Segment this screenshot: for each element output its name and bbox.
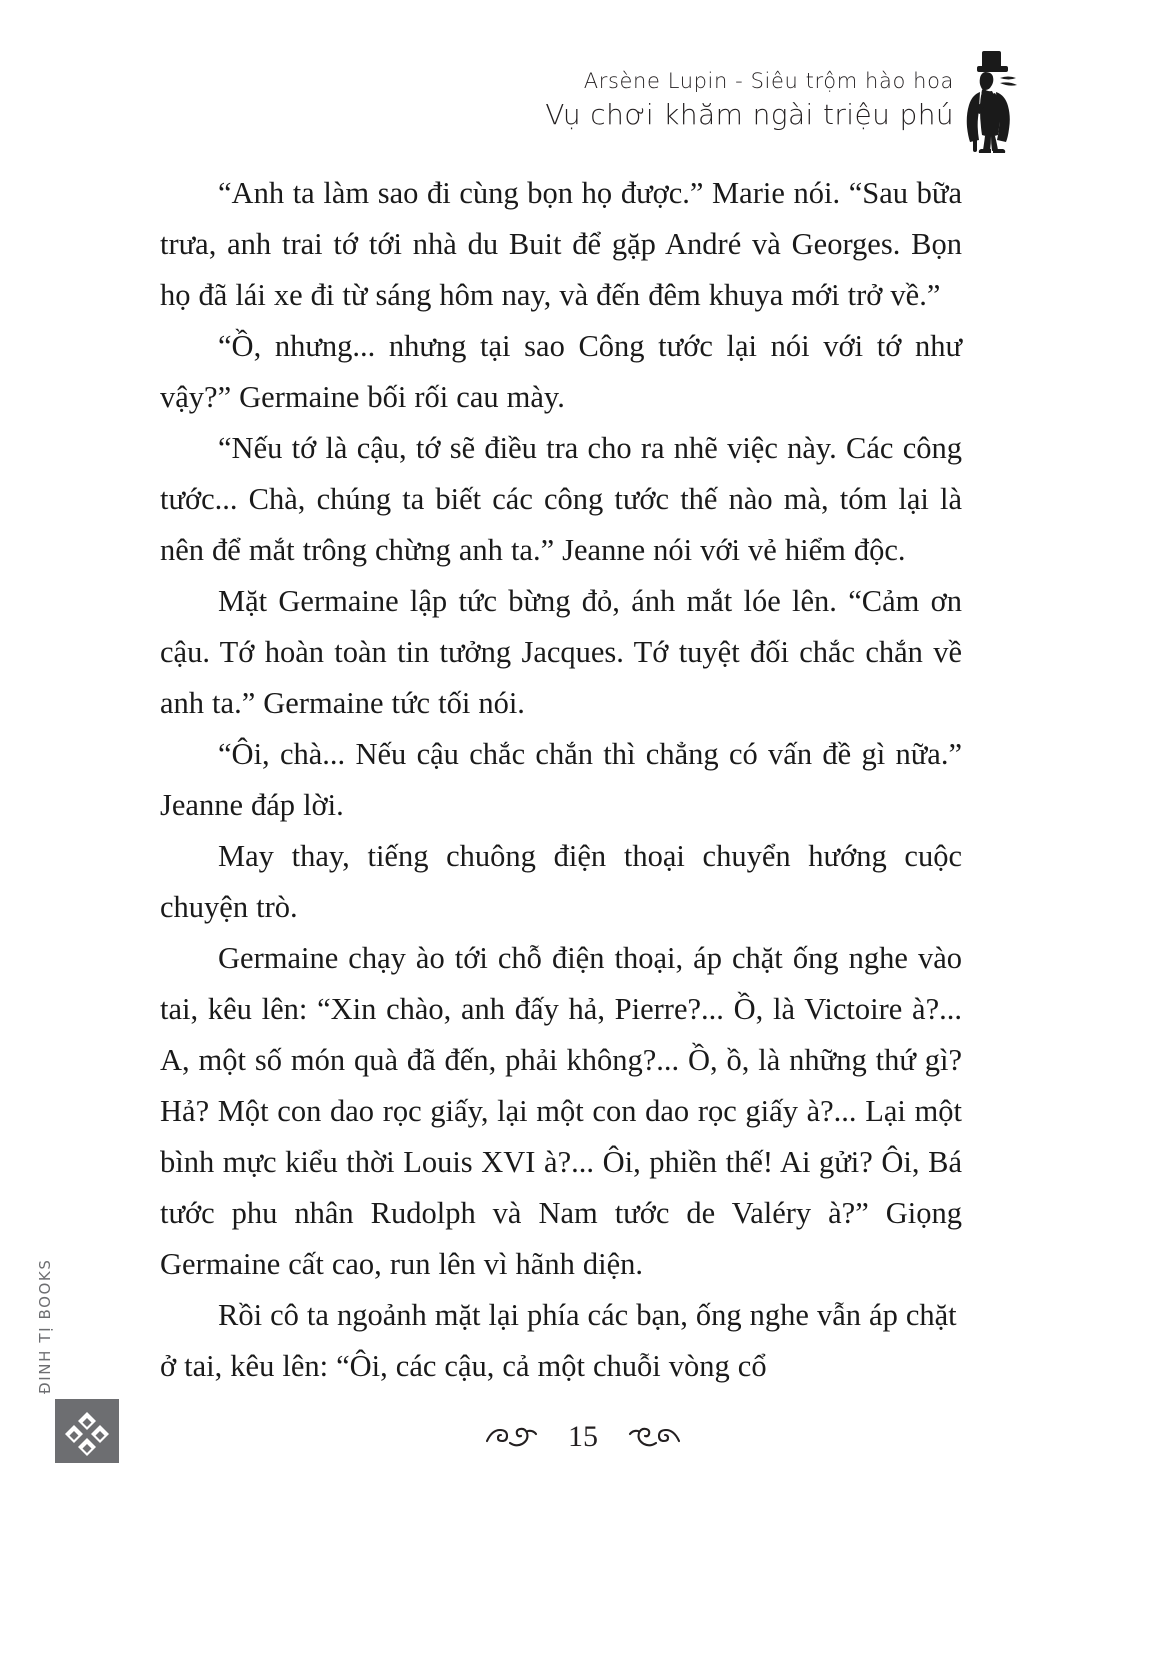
paragraph: “Ôi, chà... Nếu cậu chắc chắn thì chẳng có vấn đề gì nữa.” Jeanne đáp lời.	[160, 737, 962, 822]
running-head-title: Vụ chơi khăm ngài triệu phú	[545, 98, 954, 132]
page-footer	[0, 1420, 1166, 1454]
running-head-series: Arsène Lupin - Siêu trộm hào hoa	[583, 69, 954, 93]
lupin-silhouette-icon	[952, 48, 1024, 154]
paragraph: Mặt Germaine lập tức bừng đỏ, ánh mắt lóe lên. “Cảm ơn cậu. Tớ hoàn toàn tin tưởng Jacques. Tớ tuyệt đối chắc chắn về anh ta.” Germaine tức tối nói.	[160, 584, 962, 720]
paragraph: May thay, tiếng chuông điện thoại chuyển hướng cuộc chuyện trò.	[160, 839, 962, 924]
paragraph: “Ồ, nhưng... nhưng tại sao Công tước lại nói với tớ như vậy?” Germaine bối rối cau mày.	[160, 329, 962, 414]
paragraph: Rồi cô ta ngoảnh mặt lại phía các bạn, ống nghe vẫn áp chặt ở tai, kêu lên: “Ôi, các cậu, cả một chuỗi vòng cổ	[160, 1298, 957, 1383]
body-text-column	[160, 168, 962, 1392]
swirl-ornament-icon	[484, 1422, 540, 1452]
page-number: 15	[568, 1420, 598, 1453]
running-head	[545, 68, 954, 132]
publisher-vertical-label: ĐINH TỊ BOOKS	[36, 1258, 54, 1394]
paragraph: Germaine chạy ào tới chỗ điện thoại, áp chặt ống nghe vào tai, kêu lên: “Xin chào, anh đấy hả, Pierre?... Ồ, là Victoire à?... A, một số món quà đã đến, phải không?... Ồ, ồ, là những thứ gì? Hả? Một con dao rọc giấy, lại một con dao rọc giấy à?... Lại một bình mực kiểu thời Louis XVI à?... Ôi, phiền thế! Ai gửi? Ôi, Bá tước phu nhân Rudolph và Nam tước de Valéry à?” Giọng Germaine cất cao, run lên vì hãnh diện.	[160, 941, 962, 1281]
paragraph: “Anh ta làm sao đi cùng bọn họ được.” Marie nói. “Sau bữa trưa, anh trai tớ tới nhà du Buit để gặp André và Georges. Bọn họ đã lái xe đi từ sáng hôm nay, và đến đêm khuya mới trở về.”	[160, 176, 962, 312]
paragraph: “Nếu tớ là cậu, tớ sẽ điều tra cho ra nhẽ việc này. Các công tước... Chà, chúng ta biết các công tước thế nào mà, tóm lại là nên để mắt trông chừng anh ta.” Jeanne nói với vẻ hiểm độc.	[160, 431, 962, 567]
swirl-ornament-icon	[626, 1422, 682, 1452]
